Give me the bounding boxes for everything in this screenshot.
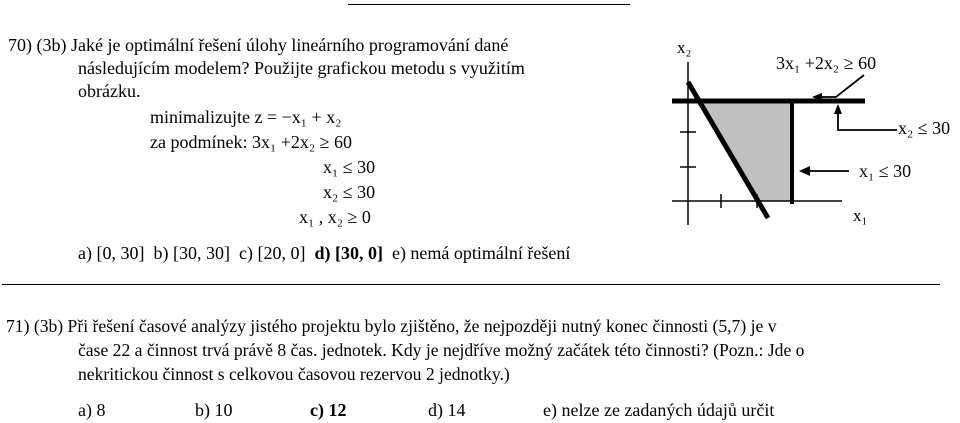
q71-answer-a[interactable]: a) 8 bbox=[78, 400, 106, 420]
q70-answer-b[interactable]: b) [30, 30] bbox=[153, 243, 230, 263]
model-constraint-4: x₁ , x₂ ≥ 0 bbox=[299, 207, 371, 227]
q71-answer-d[interactable]: d) 14 bbox=[428, 400, 466, 420]
q71-line1: 71) (3b) Při řešení časové analýzy jistého projektu bylo zjištěno, že nejpozději nutný konec činnosti (5,7) je v bbox=[6, 316, 777, 336]
figure-label-c1: 3x₁ +2x₂ ≥ 60 bbox=[776, 53, 877, 73]
q71-answer-e[interactable]: e) nelze ze zadaných údajů určit bbox=[543, 400, 775, 420]
q70-answer-a[interactable]: a) [0, 30] bbox=[78, 243, 145, 263]
q70-answer-e[interactable]: e) nemá optimální řešení bbox=[391, 243, 571, 263]
arrowhead bbox=[799, 166, 810, 176]
model-constraint-2: x₁ ≤ 30 bbox=[323, 157, 376, 177]
q70-answer-d[interactable]: d) [30, 0] bbox=[314, 243, 383, 263]
q71-line2: čase 22 a činnost trvá právě 8 čas. jednotek. Kdy je nejdříve možný začátek této činnosti? (Pozn.: Jde o bbox=[78, 340, 805, 360]
model-constraint-1: za podmínek: 3x₁ +2x₂ ≥ 60 bbox=[150, 132, 353, 152]
model-objective: minimalizujte z = −x₁ + x₂ bbox=[150, 107, 342, 127]
axis-y-label: x₂ bbox=[677, 38, 692, 57]
q70-line3: obrázku. bbox=[78, 81, 141, 101]
model-constraint-3: x₂ ≤ 30 bbox=[323, 182, 376, 202]
section-divider bbox=[2, 284, 940, 285]
axis-x-label: x₁ bbox=[853, 206, 868, 225]
q71-line3: nekritickou činnost s celkovou časovou rezervou 2 jednotky.) bbox=[78, 364, 510, 384]
figure-label-x2: x₂ ≤ 30 bbox=[898, 118, 951, 138]
q71-answer-b[interactable]: b) 10 bbox=[195, 400, 233, 420]
arrow-label-x2 bbox=[838, 111, 897, 130]
figure-label-x1: x₁ ≤ 30 bbox=[859, 161, 912, 181]
q70-line2: následujícím modelem? Použijte grafickou metodu s využitím bbox=[78, 58, 525, 78]
arrow-label-c1 bbox=[819, 75, 864, 97]
q71-answer-c[interactable]: c) 12 bbox=[310, 400, 347, 420]
arrowhead bbox=[834, 104, 842, 114]
q70-answer-c[interactable]: c) [20, 0] bbox=[238, 243, 306, 263]
q70-line1: 70) (3b) Jaké je optimální řešení úlohy lineárního programování dané bbox=[8, 35, 509, 55]
